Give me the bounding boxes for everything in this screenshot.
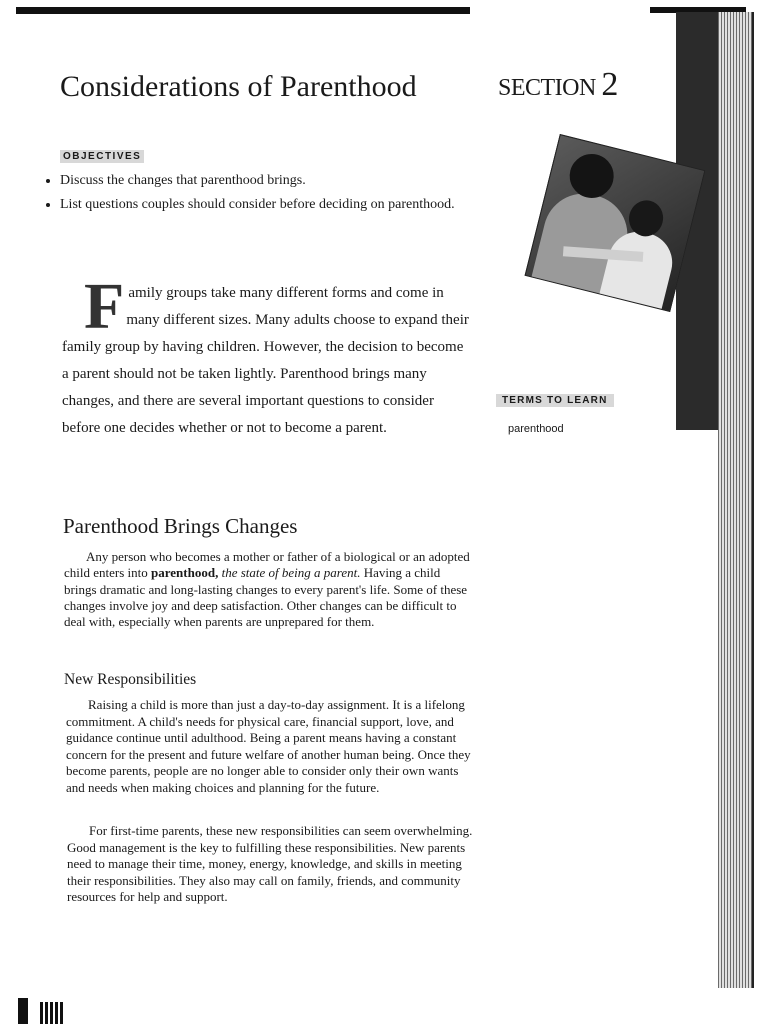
scan-corner-mark: [18, 998, 28, 1024]
objectives-list: [46, 172, 470, 220]
section-label: [498, 66, 618, 104]
section-heading-changes: Parenthood Brings Changes: [63, 514, 298, 538]
changes-text-before: Any person who becomes a mother or father of a biological or an adopted child enters into: [64, 549, 470, 581]
term-bold: parenthood,: [151, 565, 219, 581]
book-page-stack: [718, 12, 754, 988]
objective-item: • List questions couples should consider before deciding on parenthood.: [60, 196, 470, 214]
subheading-responsibilities: New Responsibilities: [64, 671, 197, 688]
objectives-heading: OBJECTIVES: [60, 150, 144, 163]
drop-cap: F: [84, 270, 125, 343]
section-number: 2: [601, 66, 618, 103]
changes-paragraph: [64, 549, 474, 630]
objective-item: • Discuss the changes that parenthood brings.: [60, 172, 470, 190]
scan-corner-mark: [40, 1002, 64, 1024]
term-item: parenthood: [508, 423, 564, 435]
intro-paragraph: [62, 270, 472, 442]
responsibilities-paragraph-1: Raising a child is more than just a day-to-day assignment. It is a lifelong commitment. A child's needs for physical care, financial support, love, and guidance continue until adulthood. Being a parent means having a constant concern for the present and future welfare of another human being. Once they become parents, people are no longer able to consider only their own wants and needs when making choices and planning for the future.: [66, 697, 471, 795]
responsibilities-paragraph-2: For first-time parents, these new responsibilities can seem overwhelming. Good management is the key to fulfilling these responsibilities. New parents need to manage their time, money, energy, knowledge, and skills in meeting their responsibilities. They also may call on family, friends, and community resources for help and support.: [67, 823, 473, 904]
intro-text: amily groups take many different forms and come in many different sizes. Many adults choose to expand their family group by having children. However, the decision to become a parent should not be taken lightly. Parenthood brings many changes, and there are several important questions to consider before one decides whether or not to become a parent.: [62, 285, 469, 436]
terms-to-learn-heading: TERMS TO LEARN: [496, 394, 614, 407]
section-word: SECTION: [498, 75, 596, 101]
term-definition: the state of being a parent.: [218, 565, 361, 581]
changes-text-after: Having a child brings dramatic and long-lasting changes to every parent's life. Some of these changes involve joy and deep satisfaction. Other changes can be difficult to deal with, especially when parents are unprepared for them.: [64, 565, 468, 630]
top-rule: [16, 7, 470, 14]
page-title: Considerations of Parenthood: [60, 70, 417, 103]
